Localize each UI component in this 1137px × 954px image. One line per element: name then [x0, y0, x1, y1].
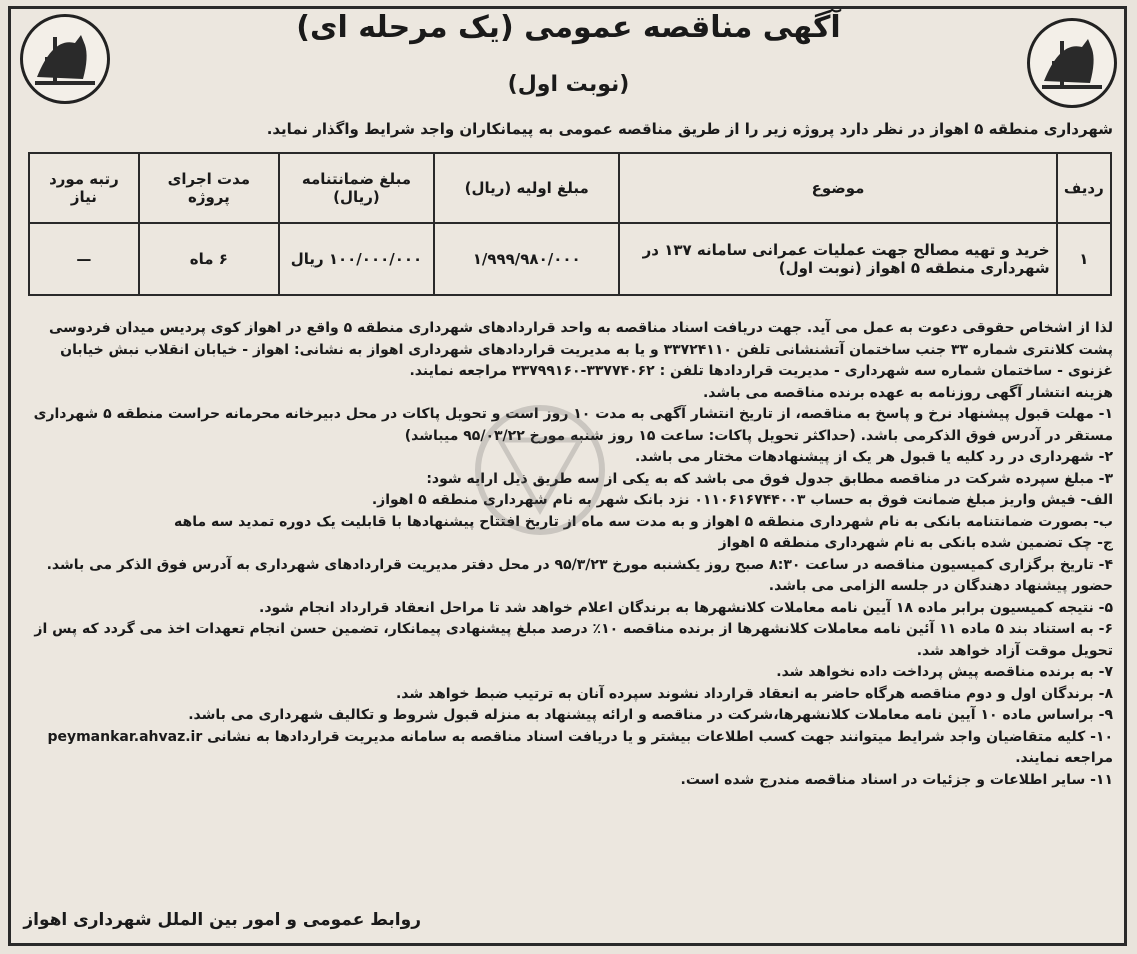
paragraph-clause-11: ۱۱- سایر اطلاعات و جزئیات در اسناد مناقصه مندرج شده است.	[680, 771, 1113, 788]
paragraph-clause-2: ۲- شهرداری در رد کلیه یا قبول هر یک از پیشنهادهات مختار می باشد.	[634, 449, 1113, 465]
paragraph-clause-4: ۴- تاریخ برگزاری کمیسیون مناقصه در ساعت ۸:۳۰ صبح روز یکشنبه مورخ ۹۵/۳/۲۳ در محل دفتر مدیریت قراردادهای شهرداری به آدرس فوق الذکر می باشد. حضور پیشنهاد دهندگان در جلسه الزامی می باشد.	[46, 556, 1113, 594]
header-row-number: ردیف	[1057, 153, 1111, 223]
table-header-row	[29, 153, 1111, 223]
header-initial-amount: مبلغ اولیه (ریال)	[434, 153, 619, 223]
cell-subject: خرید و تهیه مصالح جهت عملیات عمرانی سامانه ۱۳۷ در شهرداری منطقه ۵ اهواز (نوبت اول)	[619, 223, 1056, 295]
paragraph-clause-7: ۷- به برنده مناقصه پیش پرداخت داده نخواهد شد.	[776, 664, 1113, 680]
tender-table	[28, 152, 1112, 296]
header-guarantee-amount: مبلغ ضمانتنامه (ریال)	[279, 153, 434, 223]
paragraph-clause-3c: ج- چک تضمین شده بانکی به نام شهرداری منطقه ۵ اهواز	[718, 535, 1113, 551]
signature: روابط عمومی و امور بین الملل شهرداری اهواز	[23, 910, 421, 930]
paragraph-clause-3a: الف- فیش واریز مبلغ ضمانت فوق به حساب ۰۱۱۰۶۱۶۷۴۴۰۰۳ نزد بانک شهر به نام شهرداری منطقه ۵ اهواز.	[371, 492, 1113, 508]
notice-body	[23, 318, 1113, 791]
notice-subtitle: (نوبت اول)	[507, 72, 630, 97]
paragraph-publication-cost: هزینه انتشار آگهی روزنامه به عهده برنده مناقصه می باشد.	[702, 384, 1113, 401]
cell-initial-amount: ۱/۹۹۹/۹۸۰/۰۰۰	[434, 223, 619, 295]
header-required-grade: رتبه مورد نیاز	[29, 153, 139, 223]
header-project-duration: مدت اجرای پروژه	[139, 153, 279, 223]
paragraph-clause-6: ۶- به استناد بند ۵ ماده ۱۱ آئین نامه معاملات کلانشهرها از برنده مناقصه ۱۰٪ درصد مبلغ پیشنهادی پیمانکار، تضمین حسن انجام تعهدات اخذ می گردد که پس از تحویل موقت آزاد خواهد شد.	[34, 621, 1113, 659]
paragraph-clause-3b: ب- بصورت ضمانتنامه بانکی به نام شهرداری منطقه ۵ اهواز و به مدت سه ماه از تاریخ افتتاح پیشنهادها با قابلیت یک دوره تمدید سه ماهه	[174, 513, 1113, 530]
paragraph-clause-3: ۳- مبلغ سپرده شرکت در مناقصه مطابق جدول فوق می باشد که به یکی از سه طریق ذیل ارایه شود:	[426, 470, 1113, 487]
paragraph-clause-9: ۹- براساس ماده ۱۰ آیین نامه معاملات کلانشهرها،شرکت در مناقصه و ارائه پیشنهاد به منزله قبول شروط و تکالیف شهرداری می باشد.	[188, 707, 1113, 723]
table-row	[29, 223, 1111, 295]
cell-required-grade: —	[29, 223, 139, 295]
notice-title: آگهی مناقصه عمومی (یک مرحله ای)	[296, 10, 841, 45]
notice-intro: شهرداری منطقه ۵ اهواز در نظر دارد پروژه زیر را از طریق مناقصه عمومی به پیمانکاران واجد شرایط واگذار نماید.	[266, 120, 1113, 138]
cell-row-number: ۱	[1057, 223, 1111, 295]
cell-project-duration: ۶ ماه	[139, 223, 279, 295]
paragraph-clause-1: ۱- مهلت قبول پیشنهاد نرخ و پاسخ به مناقصه، از تاریخ انتشار آگهی به مدت ۱۰ روز است و تحویل پاکات در محل دبیرخانه محرمانه حراست منطقه ۵ شهرداری مستقر در آدرس فوق الذکرمی باشد. (حداکثر تحویل پاکات: ساعت ۱۵ روز شنبه مورخ ۹۵/۰۳/۲۲ میباشد)	[33, 406, 1113, 444]
paragraph-clause-10: ۱۰- کلیه متقاضیان واجد شرایط میتوانند جهت کسب اطلاعات بیشتر و یا دریافت اسناد مناقصه به سامانه مدیریت قراردادها به نشانی peymankar.ahvaz.ir مراجعه نمایند.	[47, 728, 1113, 766]
paragraph-clause-8: ۸- برندگان اول و دوم مناقصه هرگاه حاضر به انعقاد قرارداد نشوند سپرده آنان به ترتیب ضبط خواهد شد.	[395, 685, 1113, 702]
paragraph-invitation: لذا از اشخاص حقوقی دعوت به عمل می آید. جهت دریافت اسناد مناقصه به واحد قراردادهای شهرداری منطقه ۵ واقع در اهواز کوی پردیس میدان فردوسی پشت کلانتری شماره ۳۳ جنب ساختمان آتشنشانی تلفن ۳۳۷۲۴۱۱۰ و یا به مدیریت قراردادهای شهرداری اهواز به نشانی: اهواز - خیابان انقلاب نبش خیابان غزنوی - ساختمان شماره سه شهرداری - مدیریت قراردادها تلفن : ۳۳۷۷۴۰۶۲-۳۳۷۹۹۱۶۰ مراجعه نمایند.	[48, 320, 1113, 379]
paragraph-clause-5: ۵- نتیجه کمیسیون برابر ماده ۱۸ آیین نامه معاملات کلانشهرها به برندگان اعلام خواهد شد تا مراحل انعقاد قرارداد انجام شود.	[259, 599, 1113, 616]
cell-guarantee-amount: ۱۰۰/۰۰۰/۰۰۰ ریال	[279, 223, 434, 295]
header-subject: موضوع	[619, 153, 1056, 223]
